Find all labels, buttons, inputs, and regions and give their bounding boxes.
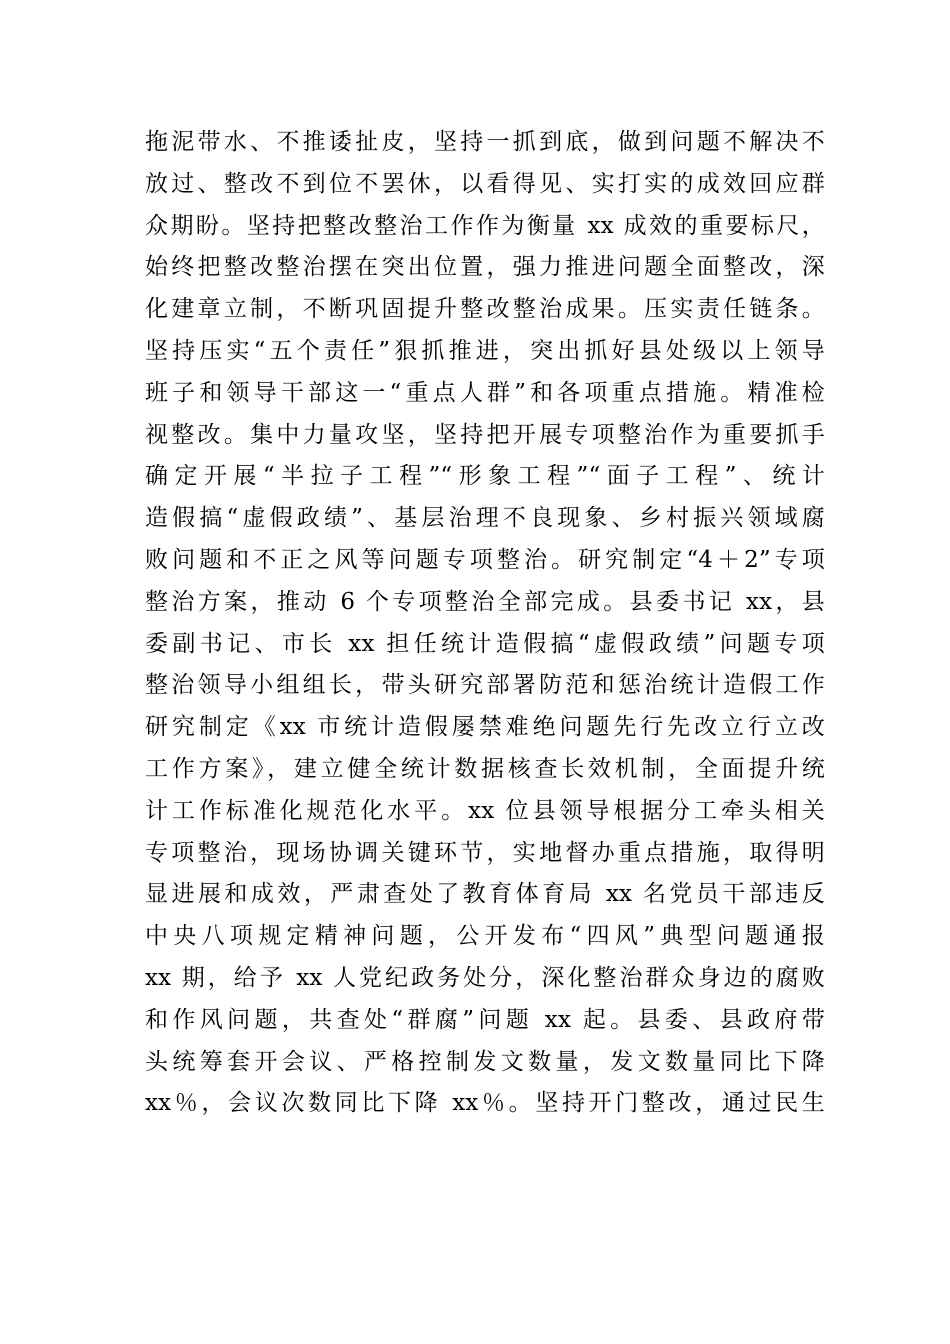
- text-line: 视整改。集中力量攻坚，坚持把开展专项整治作为重要抓手: [145, 421, 825, 448]
- text-line: 专项整治，现场协调关键环节，实地督办重点措施，取得明: [145, 839, 825, 866]
- text-line: xx％，会议次数同比下降 xx％。坚持开门整改，通过民生: [145, 1090, 825, 1117]
- text-line: 整治领导小组组长，带头研究部署防范和惩治统计造假工作: [145, 672, 825, 699]
- text-line: xx 期，给予 xx 人党纪政务处分，深化整治群众身边的腐败: [145, 964, 825, 991]
- text-line: 败问题和不正之风等问题专项整治。研究制定“4＋2”专项: [145, 546, 825, 573]
- text-line: 工作方案》，建立健全统计数据核查长效机制，全面提升统: [145, 755, 825, 782]
- text-line: 班子和领导干部这一“重点人群”和各项重点措施。精准检: [145, 379, 825, 406]
- text-line: 确定开展“半拉子工程”“形象工程”“面子工程”、统计: [145, 463, 825, 490]
- text-line: 头统筹套开会议、严格控制发文数量，发文数量同比下降: [145, 1048, 825, 1075]
- text-line: 整治方案，推动 6 个专项整治全部完成。县委书记 xx，县: [145, 588, 825, 615]
- text-line: 和作风问题，共查处“群腐”问题 xx 起。县委、县政府带: [145, 1006, 825, 1033]
- text-line: 化建章立制，不断巩固提升整改整治成果。压实责任链条。: [145, 296, 825, 323]
- text-line: 委副书记、市长 xx 担任统计造假搞“虚假政绩”问题专项: [145, 630, 825, 657]
- text-line: 坚持压实“五个责任”狠抓推进，突出抓好县处级以上领导: [145, 337, 825, 364]
- text-line: 拖泥带水、不推诿扯皮，坚持一抓到底，做到问题不解决不: [145, 129, 825, 155]
- text-line: 众期盼。坚持把整改整治工作作为衡量 xx 成效的重要标尺，: [145, 212, 825, 239]
- text-line: 始终把整改整治摆在突出位置，强力推进问题全面整改，深: [145, 254, 825, 281]
- text-line: 中央八项规定精神问题，公开发布“四风”典型问题通报: [145, 923, 825, 950]
- text-line: 放过、整改不到位不罢休，以看得见、实打实的成效回应群: [145, 170, 825, 197]
- text-line: 研究制定《xx 市统计造假屡禁难绝问题先行先改立行立改: [145, 714, 825, 741]
- text-line: 显进展和成效，严肃查处了教育体育局 xx 名党员干部违反: [145, 881, 825, 908]
- text-line: 造假搞“虚假政绩”、基层治理不良现象、乡村振兴领域腐: [145, 505, 825, 532]
- text-line: 计工作标准化规范化水平。xx 位县领导根据分工牵头相关: [145, 797, 825, 824]
- body-text: [145, 122, 825, 1125]
